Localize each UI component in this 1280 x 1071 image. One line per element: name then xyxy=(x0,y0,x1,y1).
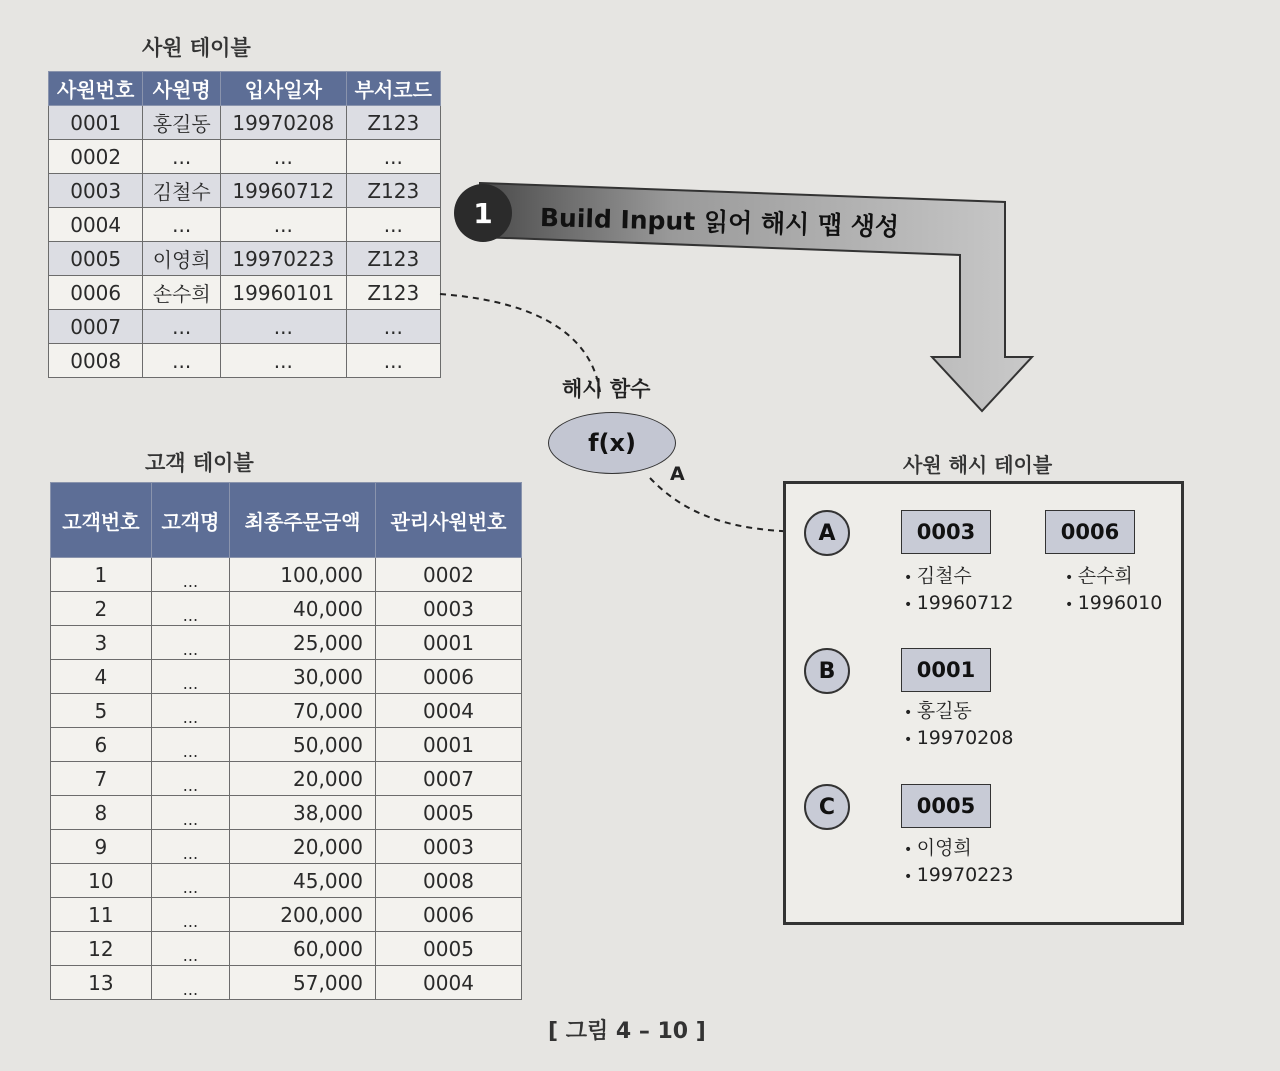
table-cell: Z123 xyxy=(346,174,440,208)
table-cell: ... xyxy=(346,140,440,174)
table-cell: ... xyxy=(221,310,347,344)
employee-name: • 이영희 xyxy=(904,836,1013,863)
table-cell: 8 xyxy=(51,796,152,830)
table-cell: 0006 xyxy=(376,660,522,694)
table-cell: 9 xyxy=(51,830,152,864)
table-cell: 0007 xyxy=(49,310,143,344)
table-cell: 2 xyxy=(51,592,152,626)
hash-function-oval: f(x) xyxy=(548,412,676,474)
table-cell: 0002 xyxy=(49,140,143,174)
hash-node-info xyxy=(904,564,1013,618)
table-cell: 70,000 xyxy=(230,694,376,728)
table-cell: 100,000 xyxy=(230,558,376,592)
employee-table-title: 사원 테이블 xyxy=(142,36,251,60)
bucket-c: C xyxy=(804,784,850,830)
table-cell: 0004 xyxy=(376,966,522,1000)
bucket-b: B xyxy=(804,648,850,694)
column-header: 고객명 xyxy=(151,483,229,558)
table-cell: ... xyxy=(151,592,229,626)
employee-name: • 손수희 xyxy=(1065,564,1162,591)
column-header: 고객번호 xyxy=(51,483,152,558)
table-cell: 0001 xyxy=(376,626,522,660)
table-cell: 0007 xyxy=(376,762,522,796)
table-cell: 19960712 xyxy=(221,174,347,208)
hash-node-info xyxy=(1065,564,1162,618)
hash-node: 0001 xyxy=(901,648,991,692)
build-step-label: Build Input 읽어 해시 맵 생성 xyxy=(539,203,900,242)
table-cell: 이영희 xyxy=(143,242,221,276)
table-cell: ... xyxy=(151,558,229,592)
table-cell: 6 xyxy=(51,728,152,762)
table-cell: 30,000 xyxy=(230,660,376,694)
table-cell: ... xyxy=(221,344,347,378)
table-cell: 19970223 xyxy=(221,242,347,276)
table-cell: 200,000 xyxy=(230,898,376,932)
table-cell: 0003 xyxy=(49,174,143,208)
table-cell: 0003 xyxy=(376,830,522,864)
column-header: 부서코드 xyxy=(346,72,440,106)
table-cell: 4 xyxy=(51,660,152,694)
hash-node: 0003 xyxy=(901,510,991,554)
table-cell: ... xyxy=(221,140,347,174)
table-cell: Z123 xyxy=(346,276,440,310)
customer-table-title: 고객 테이블 xyxy=(145,451,254,475)
table-cell: ... xyxy=(143,140,221,174)
table-cell: 0004 xyxy=(49,208,143,242)
table-cell: 11 xyxy=(51,898,152,932)
column-header: 관리사원번호 xyxy=(376,483,522,558)
table-cell: 38,000 xyxy=(230,796,376,830)
hash-node-info xyxy=(904,836,1013,890)
column-header: 입사일자 xyxy=(221,72,347,106)
table-cell: 25,000 xyxy=(230,626,376,660)
table-cell: 0005 xyxy=(376,796,522,830)
table-cell: ... xyxy=(346,208,440,242)
table-cell: 45,000 xyxy=(230,864,376,898)
table-cell: ... xyxy=(151,864,229,898)
table-cell: ... xyxy=(143,310,221,344)
column-header: 사원번호 xyxy=(49,72,143,106)
table-cell: ... xyxy=(151,660,229,694)
bucket-a: A xyxy=(804,510,850,556)
table-cell: ... xyxy=(151,966,229,1000)
hash-node: 0006 xyxy=(1045,510,1135,554)
employee-name: • 홍길동 xyxy=(904,699,1013,726)
table-cell: 김철수 xyxy=(143,174,221,208)
table-cell: 0001 xyxy=(49,106,143,140)
table-cell: ... xyxy=(143,344,221,378)
table-cell: 12 xyxy=(51,932,152,966)
table-cell: 60,000 xyxy=(230,932,376,966)
hash-table-title: 사원 해시 테이블 xyxy=(903,453,1053,477)
table-cell: 0005 xyxy=(376,932,522,966)
hash-output-label: A xyxy=(670,463,685,485)
table-cell: 0002 xyxy=(376,558,522,592)
table-cell: 0008 xyxy=(376,864,522,898)
table-cell: ... xyxy=(151,932,229,966)
table-cell: 0008 xyxy=(49,344,143,378)
table-cell: 20,000 xyxy=(230,762,376,796)
table-cell: ... xyxy=(151,728,229,762)
table-cell: 13 xyxy=(51,966,152,1000)
table-cell: Z123 xyxy=(346,106,440,140)
table-cell: 0003 xyxy=(376,592,522,626)
figure-caption: [ 그림 4 – 10 ] xyxy=(548,1019,706,1044)
column-header: 최종주문금액 xyxy=(230,483,376,558)
table-cell: 1 xyxy=(51,558,152,592)
employee-date: • 1996010 xyxy=(1065,591,1162,618)
table-cell: 3 xyxy=(51,626,152,660)
table-cell: 7 xyxy=(51,762,152,796)
table-cell: Z123 xyxy=(346,242,440,276)
employee-date: • 19960712 xyxy=(904,591,1013,618)
table-cell: 0001 xyxy=(376,728,522,762)
table-cell: 57,000 xyxy=(230,966,376,1000)
table-cell: ... xyxy=(151,762,229,796)
table-cell: ... xyxy=(151,796,229,830)
table-cell: ... xyxy=(143,208,221,242)
table-cell: 홍길동 xyxy=(143,106,221,140)
step-number-badge: 1 xyxy=(454,184,512,242)
table-cell: 10 xyxy=(51,864,152,898)
table-cell: ... xyxy=(221,208,347,242)
employee-date: • 19970208 xyxy=(904,726,1013,753)
table-cell: ... xyxy=(151,898,229,932)
table-cell: 0006 xyxy=(376,898,522,932)
employee-name: • 김철수 xyxy=(904,564,1013,591)
table-cell: 50,000 xyxy=(230,728,376,762)
hash-node: 0005 xyxy=(901,784,991,828)
dashed-connector-out xyxy=(650,478,800,532)
table-cell: 40,000 xyxy=(230,592,376,626)
table-cell: 0005 xyxy=(49,242,143,276)
table-cell: ... xyxy=(151,626,229,660)
table-cell: 5 xyxy=(51,694,152,728)
table-cell: 19970208 xyxy=(221,106,347,140)
table-cell: ... xyxy=(151,830,229,864)
hash-node-info xyxy=(904,699,1013,753)
table-cell: ... xyxy=(151,694,229,728)
table-cell: 19960101 xyxy=(221,276,347,310)
column-header: 사원명 xyxy=(143,72,221,106)
table-cell: 0004 xyxy=(376,694,522,728)
table-cell: ... xyxy=(346,310,440,344)
table-cell: 0006 xyxy=(49,276,143,310)
hash-function-label: 해시 함수 xyxy=(562,377,651,401)
table-cell: 20,000 xyxy=(230,830,376,864)
employee-date: • 19970223 xyxy=(904,863,1013,890)
table-cell: 손수희 xyxy=(143,276,221,310)
table-cell: ... xyxy=(346,344,440,378)
